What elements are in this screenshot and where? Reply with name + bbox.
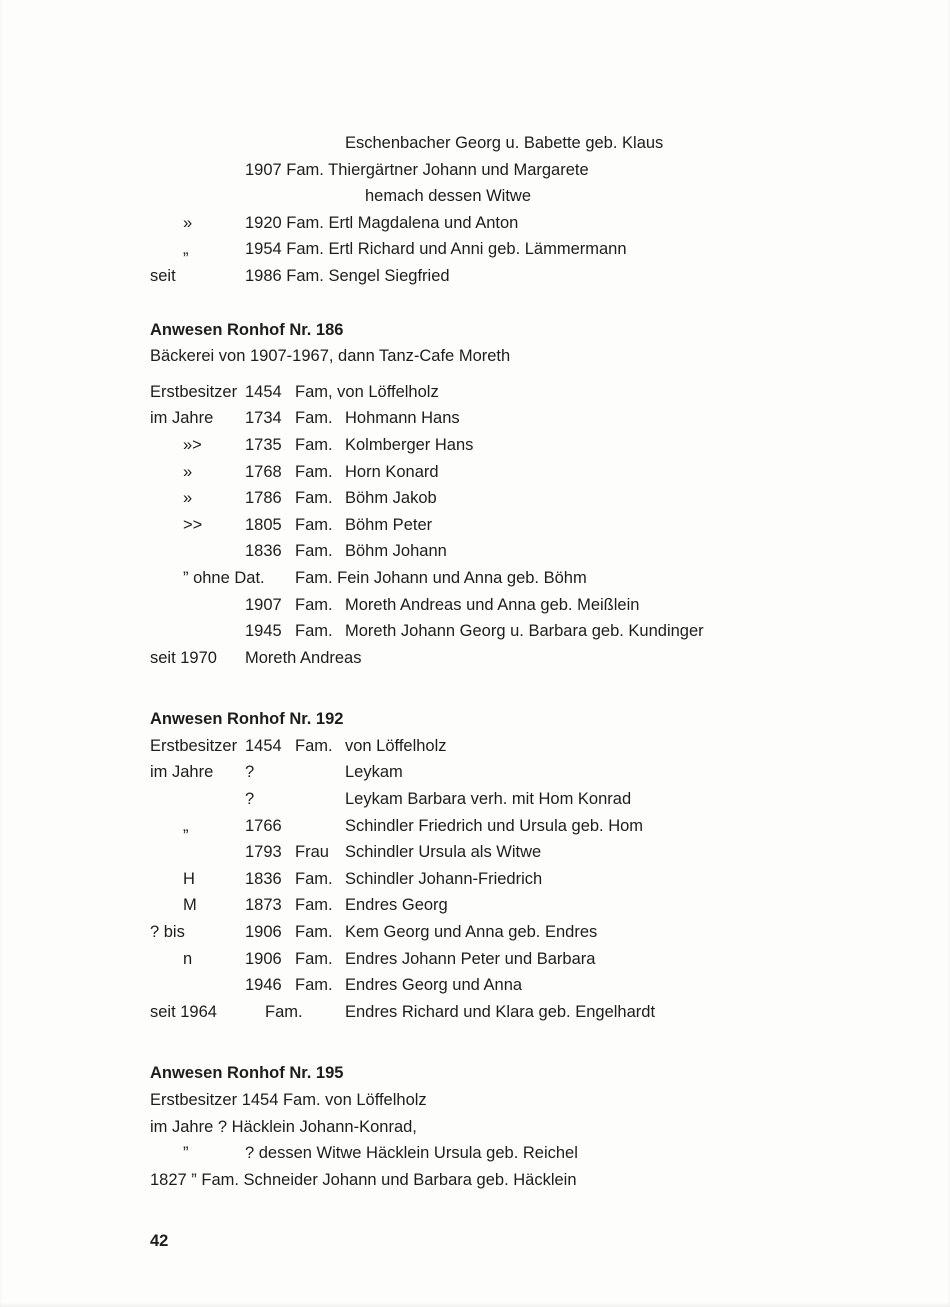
record-fam: Frau — [295, 843, 329, 862]
record-line — [150, 733, 830, 760]
record-year: 1906 — [245, 949, 282, 968]
record-year: 1766 — [245, 816, 282, 835]
record-name: Hohmann Hans — [345, 409, 460, 428]
record-name: Leykam Barbara verh. mit Hom Konrad — [345, 790, 632, 809]
record-year: 1454 — [245, 382, 282, 401]
record-name: Böhm Johann — [345, 542, 447, 561]
record-mark: M — [183, 896, 197, 915]
record-label: im Jahre — [150, 409, 214, 428]
record-year: 1946 — [245, 976, 282, 995]
record-year: 1836 — [245, 542, 282, 561]
record-mark: „ — [183, 816, 189, 835]
record-mark: H — [183, 869, 195, 888]
record-year: 1920 Fam. Ertl Magdalena und Anton — [245, 213, 519, 232]
record-name: Schindler Johann-Friedrich — [345, 869, 543, 888]
record-label: seit 1964 — [150, 1002, 217, 1021]
record-label: ? bis — [150, 923, 185, 942]
record-name: Kolmberger Hans — [345, 435, 474, 454]
record-fam: Fam. — [295, 869, 333, 888]
record-label: im Jahre ? Häcklein Johann-Konrad, — [150, 1117, 417, 1136]
record-line — [150, 432, 830, 459]
record-line — [150, 786, 830, 813]
section-heading: Anwesen Ronhof Nr. 195 — [150, 1064, 344, 1083]
record-list — [150, 379, 830, 672]
record-fam: Fam. — [295, 595, 333, 614]
record-name: Endres Richard und Klara geb. Engelhardt — [345, 1002, 656, 1021]
record-line — [150, 592, 830, 619]
record-name: Kem Georg und Anna geb. Endres — [345, 923, 598, 942]
record-year: 1954 Fam. Ertl Richard und Anni geb. Lämmermann — [245, 240, 627, 259]
record-name: Böhm Peter — [345, 515, 433, 534]
record-mark: » — [183, 213, 193, 232]
record-year: 1454 — [245, 736, 282, 755]
record-label: seit 1970 — [150, 648, 217, 667]
record-line — [150, 999, 830, 1026]
record-year: 1906 — [245, 923, 282, 942]
record-fam: Fam. — [295, 896, 333, 915]
record-mark: ” ohne Dat. — [183, 568, 265, 587]
record-fam: Fam, von Löffelholz — [295, 382, 439, 401]
record-year: ? dessen Witwe Häcklein Ursula geb. Reichel — [245, 1144, 578, 1163]
section-anwesen-ronhof-192 — [150, 706, 830, 1025]
record-year: 1907 Fam. Thiergärtner Johann und Margarete — [245, 160, 589, 179]
record-fam: Fam. — [295, 435, 333, 454]
record-fam: Fam. — [295, 923, 333, 942]
record-fam: Fam. — [295, 489, 333, 508]
record-name: Schindler Ursula als Witwe — [345, 843, 542, 862]
record-line — [150, 459, 830, 486]
record-line — [150, 236, 830, 263]
record-fam: Fam. — [295, 542, 333, 561]
record-year: 1768 — [245, 462, 282, 481]
record-mark: „ — [183, 240, 189, 259]
record-list — [150, 733, 830, 1026]
section-subheading: Bäckerei von 1907-1967, dann Tanz-Cafe Moreth — [150, 347, 511, 366]
record-fam: Fam. — [295, 462, 333, 481]
record-year: 1986 Fam. Sengel Siegfried — [245, 266, 450, 285]
record-year: 1873 — [245, 896, 282, 915]
record-line — [150, 130, 830, 157]
record-line — [150, 759, 830, 786]
record-mark: » — [183, 489, 193, 508]
record-label: Erstbesitzer 1454 Fam. von Löffelholz — [150, 1091, 427, 1109]
page-content — [150, 130, 830, 1193]
record-center: hemach dessen Witwe — [365, 187, 531, 206]
record-fam: Fam. — [295, 736, 333, 755]
record-label: 1827 ” Fam. Schneider Johann und Barbara geb. Häcklein — [150, 1170, 577, 1189]
record-line — [150, 1087, 830, 1114]
record-label: im Jahre — [150, 763, 214, 782]
record-year: 1735 — [245, 435, 282, 454]
record-line — [150, 813, 830, 840]
record-line — [150, 263, 830, 290]
record-mark: n — [183, 949, 193, 968]
record-line — [150, 919, 830, 946]
record-name: Leykam — [345, 763, 403, 782]
section-anwesen-ronhof-186 — [150, 317, 830, 672]
record-line — [150, 538, 830, 565]
record-name: Eschenbacher Georg u. Babette geb. Klaus — [345, 134, 664, 152]
record-name: Endres Georg und Anna — [345, 976, 523, 995]
page-number: 42 — [150, 1232, 169, 1250]
record-line — [150, 210, 830, 237]
record-line — [150, 512, 830, 539]
record-line — [150, 1167, 830, 1194]
record-fam2: Fam. — [265, 1002, 303, 1021]
record-name: Schindler Friedrich und Ursula geb. Hom — [345, 816, 644, 835]
record-name: Moreth Johann Georg u. Barbara geb. Kundinger — [345, 622, 704, 641]
record-line — [150, 645, 830, 672]
record-label: Erstbesitzer — [150, 382, 238, 401]
record-line — [150, 892, 830, 919]
record-fam: Fam. Fein Johann und Anna geb. Böhm — [295, 568, 587, 587]
record-year: 1805 — [245, 515, 282, 534]
record-fam: Fam. — [295, 949, 333, 968]
record-label: seit — [150, 266, 176, 285]
record-name: Böhm Jakob — [345, 489, 437, 508]
record-label: Erstbesitzer — [150, 736, 238, 755]
section-heading: Anwesen Ronhof Nr. 186 — [150, 320, 344, 339]
record-line — [150, 157, 830, 184]
section-heading: Anwesen Ronhof Nr. 192 — [150, 710, 344, 729]
record-year: 1734 — [245, 409, 282, 428]
record-line — [150, 618, 830, 645]
record-line — [150, 1140, 830, 1167]
record-name: Endres Johann Peter und Barbara — [345, 949, 596, 968]
record-mark: »> — [183, 435, 202, 454]
record-year: 1786 — [245, 489, 282, 508]
record-line — [150, 946, 830, 973]
record-mark: >> — [183, 515, 203, 534]
record-year: ? — [245, 763, 255, 782]
record-fam: Fam. — [295, 515, 333, 534]
record-year: ? — [245, 790, 255, 809]
record-year: Moreth Andreas — [245, 648, 362, 667]
record-line — [150, 1114, 830, 1141]
record-list — [150, 1087, 830, 1193]
record-year: 1907 — [245, 595, 282, 614]
record-mark: ” — [183, 1144, 189, 1163]
record-year: 1836 — [245, 869, 282, 888]
record-name: Horn Konard — [345, 462, 439, 481]
record-line — [150, 379, 830, 406]
record-fam: Fam. — [295, 409, 333, 428]
record-line — [150, 972, 830, 999]
record-line — [150, 183, 830, 210]
record-mark: » — [183, 462, 193, 481]
record-fam: Fam. — [295, 976, 333, 995]
record-line — [150, 485, 830, 512]
record-line — [150, 866, 830, 893]
record-line — [150, 565, 830, 592]
entry-continuation-list — [150, 130, 830, 290]
record-fam: Fam. — [295, 622, 333, 641]
record-name: von Löffelholz — [345, 736, 447, 755]
section-anwesen-ronhof-195 — [150, 1060, 830, 1193]
record-name: Endres Georg — [345, 896, 448, 915]
record-year: 1793 — [245, 843, 282, 862]
record-line — [150, 839, 830, 866]
record-name: Moreth Andreas und Anna geb. Meißlein — [345, 595, 640, 614]
record-line — [150, 405, 830, 432]
record-year: 1945 — [245, 622, 282, 641]
